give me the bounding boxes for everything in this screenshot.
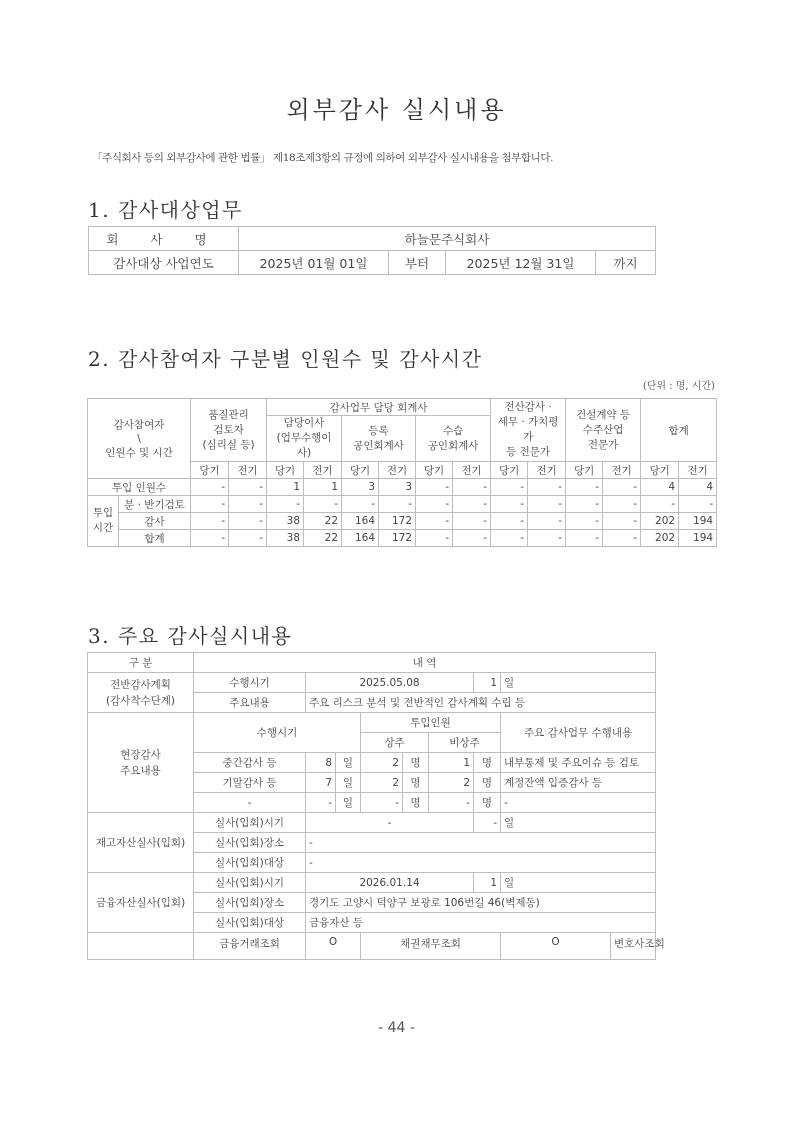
planning-content-label: 주요내용 (194, 693, 306, 713)
bank-confirmation-value: O (306, 933, 361, 960)
page-title: 외부감사 실시내용 (286, 96, 507, 124)
value-cell: - (491, 479, 528, 496)
fieldwork-nonresident: 1 (429, 753, 474, 773)
value-cell: - (453, 496, 491, 513)
planning-content-value: 주요 리스크 분석 및 전반적인 감사계획 수립 등 (306, 693, 656, 713)
value-cell: - (229, 496, 267, 513)
fieldwork-staff-header: 투입인원 (361, 713, 501, 733)
value-cell: - (191, 496, 229, 513)
value-cell: - (679, 496, 717, 513)
trainee-header: 수습 공인회계사 (416, 416, 491, 462)
bank-confirmation-label: 금융거래조회 (194, 933, 306, 960)
value-cell: 172 (379, 513, 416, 530)
inventory-place-value: - (306, 833, 656, 853)
section1-heading: 1. 감사대상업무 (88, 198, 243, 222)
value-cell: - (603, 513, 641, 530)
value-cell: - (491, 530, 528, 547)
value-cell: 202 (641, 513, 679, 530)
value-cell: 3 (379, 479, 416, 496)
value-cell: - (453, 479, 491, 496)
financial-timing-value: 2026.01.14 (306, 873, 474, 893)
value-cell: 194 (679, 513, 717, 530)
value-cell: 164 (342, 530, 379, 547)
inventory-day-unit: 일 (501, 813, 656, 833)
unit-label: (단위 : 명, 시간) (642, 381, 715, 392)
resident-header: 상주 (361, 733, 429, 753)
it-specialist-header: 전산감사 · 세무 · 가치평가 등 전문가 (491, 399, 566, 462)
value-cell: - (528, 513, 566, 530)
period-end: 2025년 12월 31일 (446, 251, 596, 275)
value-cell: - (566, 530, 603, 547)
value-cell: 4 (679, 479, 717, 496)
inventory-target-label: 실사(입회)대상 (194, 853, 306, 873)
financial-target-value: 금융자산 등 (306, 913, 656, 933)
fieldwork-tasks: - (501, 793, 656, 813)
lawyer-confirmation-label: 변호사조회 (611, 933, 656, 960)
value-cell: - (566, 496, 603, 513)
period-label: 당기 (566, 462, 603, 479)
value-cell: - (229, 513, 267, 530)
value-cell: - (641, 496, 679, 513)
value-cell: 164 (342, 513, 379, 530)
fieldwork-nonresident: 2 (429, 773, 474, 793)
value-cell: - (566, 479, 603, 496)
value-cell: - (528, 496, 566, 513)
partner-header: 담당이사 (업무수행이사) (267, 416, 342, 462)
value-cell: - (229, 479, 267, 496)
table-row (89, 251, 656, 275)
nonresident-header: 비상주 (429, 733, 501, 753)
fieldwork-period: 기말감사 등 (194, 773, 306, 793)
table-row (88, 933, 656, 960)
audit-target-table (88, 226, 656, 275)
audit-team-header: 감사업무 담당 회계사 (267, 399, 491, 416)
fieldwork-period: - (194, 793, 306, 813)
value-cell: 38 (267, 530, 304, 547)
page-number: - 44 - (378, 1020, 415, 1036)
table-row (88, 813, 656, 833)
fieldwork-days: 7 (306, 773, 336, 793)
fieldwork-resident: 2 (361, 773, 403, 793)
total-header: 합계 (641, 399, 717, 462)
value-cell: - (453, 530, 491, 547)
corner-header (88, 399, 191, 479)
planning-day-unit: 일 (501, 673, 656, 693)
inventory-timing-value: - (306, 813, 474, 833)
construction-specialist-header: 건설계약 등 수주산업 전문가 (566, 399, 641, 462)
value-cell: 172 (379, 530, 416, 547)
planning-timing-label: 수행시기 (194, 673, 306, 693)
value-cell: - (603, 479, 641, 496)
period-label: 당기 (641, 462, 679, 479)
value-cell: - (491, 513, 528, 530)
staff-hours-table (87, 398, 717, 547)
receivable-confirmation-label: 채권채무조회 (361, 933, 501, 960)
fieldwork-tasks-header: 주요 감사업무 수행내용 (501, 713, 656, 753)
day-unit: 일 (336, 793, 361, 813)
hours-group-label: 투입 시간 (88, 496, 119, 547)
inventory-label: 재고자산실사(입회) (88, 813, 194, 873)
fieldwork-days: - (306, 793, 336, 813)
intro-text: 「주식회사 등의 외부감사에 관한 법률」 제18조제3항의 규정에 의하여 외부감사 실시내용을 첨부합니다. (92, 152, 554, 164)
company-value: 하늘문주식회사 (239, 227, 656, 251)
day-unit: 일 (336, 753, 361, 773)
table-row (88, 873, 656, 893)
value-cell: - (453, 513, 491, 530)
fieldwork-timing-header: 수행시기 (194, 713, 361, 753)
person-unit: 명 (474, 773, 501, 793)
quality-reviewer-header: 품질관리 검토자 (심리실 등) (191, 399, 267, 462)
period-label: 당기 (491, 462, 528, 479)
row-label: 합계 (119, 530, 191, 547)
value-cell: - (416, 530, 453, 547)
value-cell: 1 (304, 479, 342, 496)
value-cell: - (603, 530, 641, 547)
confirmations-label (88, 933, 194, 960)
header-row (88, 399, 717, 416)
person-unit: 명 (403, 773, 429, 793)
financial-place-label: 실사(입회)장소 (194, 893, 306, 913)
period-label: 전기 (379, 462, 416, 479)
fieldwork-period: 중간감사 등 (194, 753, 306, 773)
value-cell: - (191, 513, 229, 530)
person-unit: 명 (403, 753, 429, 773)
value-cell: - (603, 496, 641, 513)
financial-day-unit: 일 (501, 873, 656, 893)
receivable-confirmation-value: O (501, 933, 611, 960)
value-cell: - (528, 530, 566, 547)
inventory-place-label: 실사(입회)장소 (194, 833, 306, 853)
company-label: 회 사 명 (89, 227, 239, 251)
value-cell: - (566, 513, 603, 530)
cpa-header: 등록 공인회계사 (342, 416, 416, 462)
row-label: 분 · 반기검토 (119, 496, 191, 513)
value-cell: 202 (641, 530, 679, 547)
period-label: 전기 (229, 462, 267, 479)
category-header: 구 분 (88, 653, 194, 673)
period-label: 전기 (603, 462, 641, 479)
period-start: 2025년 01월 01일 (239, 251, 389, 275)
value-cell: - (191, 530, 229, 547)
value-cell: - (416, 513, 453, 530)
financial-target-label: 실사(입회)대상 (194, 913, 306, 933)
value-cell: 3 (342, 479, 379, 496)
financial-days: 1 (474, 873, 501, 893)
corner-slash: \ (137, 432, 141, 445)
value-cell: - (191, 479, 229, 496)
value-cell: - (342, 496, 379, 513)
person-unit: 명 (474, 793, 501, 813)
value-cell: 4 (641, 479, 679, 496)
value-cell: - (416, 479, 453, 496)
corner-bottom-label: 인원수 및 시간 (105, 446, 173, 459)
row-label: 투입 인원수 (88, 479, 191, 496)
audit-details-table (87, 652, 665, 960)
fieldwork-nonresident: - (429, 793, 474, 813)
period-label: 전기 (679, 462, 717, 479)
fieldwork-resident: - (361, 793, 403, 813)
financial-place-value: 경기도 고양시 덕양구 보광로 106번길 46(벽제동) (306, 893, 656, 913)
section3-heading: 3. 주요 감사실시내용 (88, 624, 293, 648)
table-row (88, 496, 717, 513)
value-cell: 194 (679, 530, 717, 547)
fieldwork-tasks: 계정잔액 입증감사 등 (501, 773, 656, 793)
table-row (88, 530, 717, 547)
value-cell: - (304, 496, 342, 513)
period-label: 전기 (304, 462, 342, 479)
section2-heading: 2. 감사참여자 구분별 인원수 및 감사시간 (88, 347, 483, 371)
period-label: 전기 (528, 462, 566, 479)
period-label: 당기 (342, 462, 379, 479)
period-label: 당기 (267, 462, 304, 479)
header-row (88, 653, 656, 673)
value-cell: - (416, 496, 453, 513)
detail-header: 내 역 (194, 653, 656, 673)
value-cell: - (528, 479, 566, 496)
value-cell: 1 (267, 479, 304, 496)
table-row (88, 479, 717, 496)
table-row (89, 227, 656, 251)
to-label: 까지 (596, 251, 656, 275)
value-cell: - (229, 530, 267, 547)
period-label: 당기 (191, 462, 229, 479)
person-unit: 명 (474, 753, 501, 773)
value-cell: - (267, 496, 304, 513)
period-label: 전기 (453, 462, 491, 479)
value-cell: - (379, 496, 416, 513)
value-cell: 38 (267, 513, 304, 530)
value-cell: 22 (304, 530, 342, 547)
inventory-days: - (474, 813, 501, 833)
value-cell: 22 (304, 513, 342, 530)
corner-top-label: 감사참여자 (113, 418, 165, 431)
period-label: 감사대상 사업연도 (89, 251, 239, 275)
fieldwork-tasks: 내부통제 및 주요이슈 등 검토 (501, 753, 656, 773)
person-unit: 명 (403, 793, 429, 813)
table-row (88, 513, 717, 530)
day-unit: 일 (336, 773, 361, 793)
planning-days: 1 (474, 673, 501, 693)
table-row (88, 673, 656, 693)
value-cell: - (491, 496, 528, 513)
financial-timing-label: 실사(입회)시기 (194, 873, 306, 893)
table-row (88, 713, 656, 733)
financial-label: 금융자산실사(입회) (88, 873, 194, 933)
planning-label: 전반감사계획 (감사착수단계) (88, 673, 194, 713)
from-label: 부터 (389, 251, 446, 275)
period-label: 당기 (416, 462, 453, 479)
fieldwork-label: 현장감사 주요내용 (88, 713, 194, 813)
fieldwork-days: 8 (306, 753, 336, 773)
planning-timing-value: 2025.05.08 (306, 673, 474, 693)
row-label: 감사 (119, 513, 191, 530)
fieldwork-resident: 2 (361, 753, 403, 773)
inventory-timing-label: 실사(입회)시기 (194, 813, 306, 833)
inventory-target-value: - (306, 853, 656, 873)
